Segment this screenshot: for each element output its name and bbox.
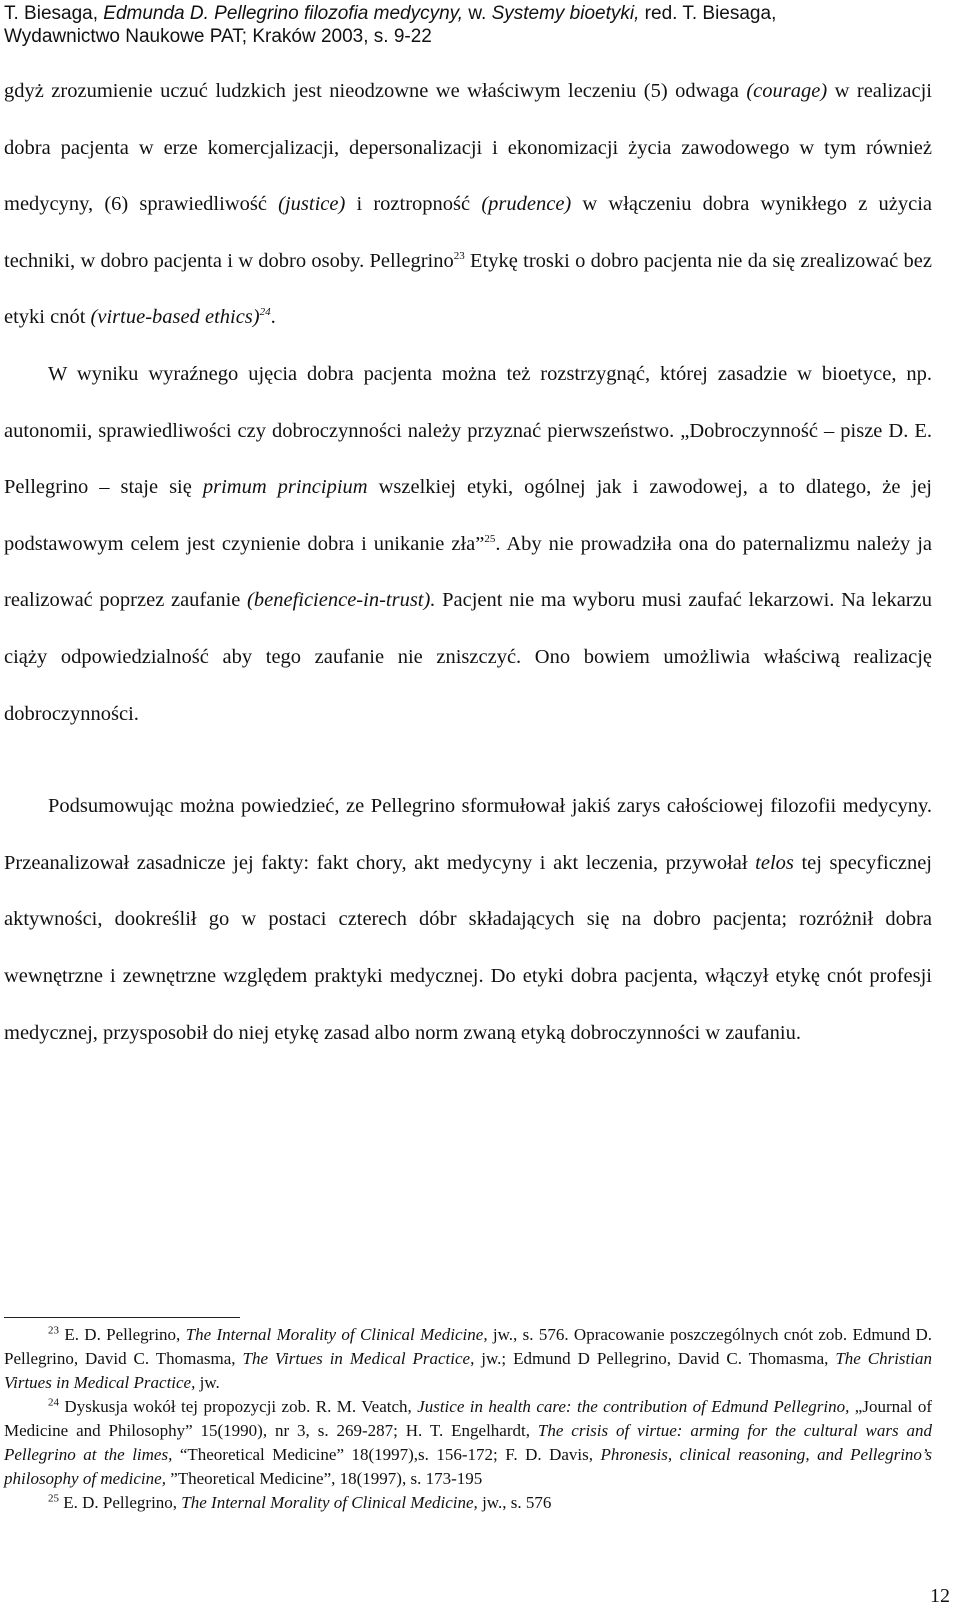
footnote-ref-24[interactable]: 24 <box>259 306 271 319</box>
footnote-24: $^{24}$ Dyskusja wokół tej propozycji zob. R. M. Veatch, Justice in health care: the contribution of Edmund Pellegrino, „Journal of Medicine and Philosophy” 15(1990), nr 3, s. 269-287; H. T. Engelhardt, The crisis of virtue: arming for the cultural wars and Pellegrino at the limes, “Theoretical Medicine” 18(1997),s. 156-172; F. D. Davis, Phronesis, clinical reasoning, and Pellegrino’s philosophy of medicine, ”Theoretical Medicine”, 18(1997), s. 173-195 <box>4 1396 933 1488</box>
citation-editor: red. T. Biesaga, <box>639 3 777 24</box>
main-text <box>4 63 932 1061</box>
paragraph-gap <box>4 742 932 778</box>
footnote-separator <box>4 1317 240 1318</box>
paragraph-3: Podsumowując można powiedzieć, ze Pellegrino sformułował jakiś zarys całościowej filozofii medycyny. Przeanalizował zasadnicze jej fakty: fakt chory, akt medycyny i akt leczenia, przywołał telos tej specyficznej aktywności, dookreślił go w postaci czterech dóbr składających się na dobro pacjenta; rozróżnił dobra wewnętrzne i zewnętrzne względem praktyki medycznej. Do etyki dobra pacjenta, włączył etykę cnót profesji medycznej, przysposobił do niej etykę zasad albo norm zwaną etyką dobroczynności w zaufaniu. <box>4 795 932 1044</box>
footnote-25: $^{25}$ E. D. Pellegrino, The Internal Morality of Clinical Medicine, jw., s. 576 <box>48 1492 552 1512</box>
citation-line-1 <box>4 2 944 25</box>
footnotes <box>4 1323 932 1515</box>
paragraph-1: gdyż zrozumienie uczuć ludzkich jest nieodzowne we właściwym leczeniu (5) odwaga (courage) w realizacji dobra pacjenta w erze komercjalizacji, depersonalizacji i ekonomizacji życia zawodowego w tym również medycyny, (6) sprawiedliwość (justice) i roztropność (prudence) w włączeniu dobra wynikłego z użycia techniki, w dobro pacjenta i w dobro osoby. Pellegrino$^{23}$ Etykę troski o dobro pacjenta nie da się zrealizować bez etyki cnót (virtue-based ethics)$^{24}$. <box>4 80 932 329</box>
footnote-number: 23 <box>48 1324 59 1337</box>
citation-in: w. <box>468 3 492 24</box>
citation-line-2: Wydawnictwo Naukowe PAT; Kraków 2003, s. 9-22 <box>4 26 432 47</box>
footnote-number: 25 <box>48 1492 59 1505</box>
citation-title: Edmunda D. Pellegrino filozofia medycyny, <box>103 3 469 24</box>
footnote-ref-25[interactable]: 25 <box>484 532 496 545</box>
paragraph-2: W wyniku wyraźnego ujęcia dobra pacjenta można też rozstrzygnąć, której zasadzie w bioetyce, np. autonomii, sprawiedliwości czy dobroczynności należy przyznać pierwszeństwo. „Dobroczynność – pisze D. E. Pellegrino – staje się primum principium wszelkiej etyki, ogólnej jak i zawodowej, a to dlatego, że jej podstawowym celem jest czynienie dobra i unikanie zła”$^{25}$. Aby nie prowadziła ona do paternalizmu należy ja realizować poprzez zaufanie (beneficience-in-trust). Pacjent nie ma wyboru musi zaufać lekarzowi. Na lekarzu ciąży odpowiedzialność aby tego zaufanie nie zniszczyć. Ono bowiem umożliwia właściwą realizację dobroczynności. <box>4 362 932 725</box>
citation-header <box>4 2 944 48</box>
footnote-23: $^{23}$ E. D. Pellegrino, The Internal Morality of Clinical Medicine, jw., s. 576. Opracowanie poszczególnych cnót zob. Edmund D. Pellegrino, David C. Thomasma, The Virtues in Medical Practice, jw.; Edmund D Pellegrino, David C. Thomasma, The Christian Virtues in Medical Practice, jw. <box>4 1324 932 1392</box>
footnote-ref-23[interactable]: 23 <box>453 249 465 262</box>
footnote-number: 24 <box>48 1396 59 1409</box>
citation-book: Systemy bioetyki, <box>491 3 640 24</box>
page-number: 12 <box>930 1585 950 1607</box>
citation-author: T. Biesaga, <box>4 3 104 24</box>
